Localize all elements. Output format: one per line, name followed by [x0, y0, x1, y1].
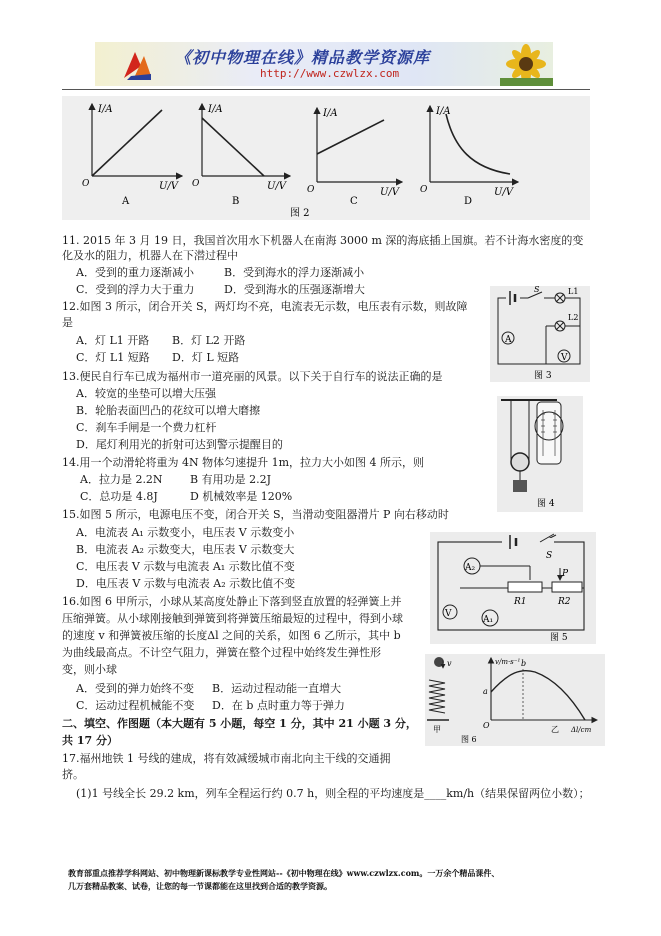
q15-option-a[interactable]: A．电流表 A₁ 示数变小，电压表 V 示数变小 — [76, 526, 295, 539]
fig6-point-b: b — [521, 659, 527, 668]
figure-5 — [430, 532, 596, 644]
fig2-panel-label-a: A — [122, 196, 130, 207]
q15-option-c[interactable]: C．电压表 V 示数与电流表 A₁ 示数比值不变 — [76, 560, 295, 573]
fig2-origin-a: O — [82, 179, 90, 189]
fig3-switch: S — [534, 286, 540, 294]
q16-option-a[interactable]: A．受到的弹力始终不变 — [76, 682, 194, 695]
fig2-origin-b: O — [192, 179, 200, 189]
q16-option-d[interactable]: D．在 b 点时重力等于弹力 — [212, 699, 345, 712]
q14-option-d[interactable]: D 机械效率是 120% — [190, 490, 293, 503]
sunflower-icon — [500, 42, 553, 86]
fig5-r2: R2 — [558, 597, 571, 607]
q14-option-a[interactable]: A．拉力是 2.2N — [80, 473, 163, 486]
q12-option-d[interactable]: D．灯 L 短路 — [172, 351, 240, 364]
fig2-axis-y-c: I/A — [323, 108, 338, 119]
graph-panel-d — [430, 106, 518, 182]
fig3-ammeter: A — [505, 335, 512, 345]
q15-option-d[interactable]: D．电压表 V 示数与电流表 A₂ 示数比值不变 — [76, 577, 296, 590]
q17-sub-1: (1)1 号线全长 29.2 km，列车全程运行约 0.7 h，则全程的平均速度是____km/h（结果保留两位小数）； — [76, 787, 590, 800]
q15-option-b[interactable]: B．电流表 A₂ 示数变大，电压表 V 示数变大 — [76, 543, 295, 556]
fig5-slider: P — [562, 569, 569, 579]
fig5-voltmeter: V — [445, 609, 452, 619]
header-rule — [62, 89, 590, 90]
site-logo-icon — [121, 48, 155, 82]
fig6-v-label: v — [447, 659, 452, 668]
q16-line-1: 16.如图 6 甲所示，小球从某高度处静止下落到竖直放置的轻弹簧上并 — [62, 595, 402, 608]
q11-option-d[interactable]: D．受到海水的压强逐渐增大 — [224, 283, 365, 296]
q12-stem-2: 是 — [62, 316, 73, 329]
fig3-lamp1: L1 — [568, 287, 579, 296]
figure-2-graphs — [62, 96, 590, 220]
q12-option-a[interactable]: A．灯 L1 开路 — [76, 334, 150, 347]
fig2-caption: 图 2 — [290, 208, 310, 219]
figure-4-pulley — [497, 396, 583, 512]
q16-line-2: 压缩弹簧。从小球刚接触到弹簧到将弹簧压缩最短的过程中，得到小球 — [62, 612, 403, 625]
fig6-caption: 图 6 — [461, 735, 477, 744]
banner-url[interactable]: http://www.czwlzx.com — [260, 67, 400, 80]
q11-option-b[interactable]: B．受到海水的浮力逐渐减小 — [224, 266, 365, 279]
q17-line-2: 挤。 — [62, 768, 84, 781]
fig2-panel-label-c: C — [350, 196, 358, 207]
fig5-a1: A₁ — [483, 615, 494, 625]
figure-6 — [425, 654, 605, 746]
footer-line-2: 几万套精品教案、试卷，让您的每一节课都能在这里找到合适的教学资源。 — [68, 881, 332, 891]
q14-option-b[interactable]: B 有用功是 2.2J — [190, 473, 271, 486]
fig2-axis-y-a: I/A — [98, 104, 113, 115]
fig2-axis-y-b: I/A — [208, 104, 223, 115]
q12-stem-1: 12.如图 3 所示，闭合开关 S，两灯均不亮，电流表无示数，电压表有示数，则故障 — [62, 300, 468, 313]
fig2-panel-label-d: D — [464, 196, 473, 207]
banner-title: 《初中物理在线》精品教学资源库 — [175, 48, 431, 67]
figure-2 — [62, 96, 590, 220]
q16-line-3: 的速度 v 和弹簧被压缩的长度Δl 之间的关系，如图 6 乙所示，其中 b — [62, 629, 401, 642]
fig6-axis-x: Δl/cm — [571, 726, 592, 734]
q13-option-d[interactable]: D．尾灯利用光的折射可达到警示提醒目的 — [76, 438, 283, 451]
fig3-caption: 图 3 — [534, 371, 552, 381]
q16-line-5: 变，则小球 — [62, 663, 117, 676]
figure-6-ball-spring — [425, 654, 605, 746]
header-banner — [95, 42, 553, 86]
q13-stem: 13.便民自行车已成为福州市一道亮丽的风景。以下关于自行车的说法正确的是 — [62, 370, 443, 383]
q16-line-4: 为曲线最高点。不计空气阻力，弹簧在整个过程中始终发生弹性形 — [62, 646, 381, 659]
fig2-origin-c: O — [307, 185, 315, 195]
q14-stem: 14.用一个动滑轮将重为 4N 物体匀速提升 1m，拉力大小如图 4 所示，则 — [62, 456, 425, 469]
q11-option-a[interactable]: A．受到的重力逐渐减小 — [76, 266, 194, 279]
fig5-a2: A₂ — [465, 563, 476, 573]
figure-4 — [497, 396, 583, 512]
q13-option-a[interactable]: A．较宽的坐垫可以增大压强 — [76, 387, 216, 400]
fig5-switch: S — [546, 551, 553, 561]
q11-option-c[interactable]: C．受到的浮力大于重力 — [76, 283, 195, 296]
fig2-axis-y-d: I/A — [436, 106, 451, 117]
fig5-caption: 图 5 — [550, 633, 568, 643]
q14-option-c[interactable]: C．总功是 4.8J — [80, 490, 158, 503]
q17-line-1: 17.福州地铁 1 号线的建成，将有效减缓城市南北向主干线的交通拥 — [62, 752, 391, 765]
q11-stem-2: 化及水的阻力，机器人在下潜过程中 — [62, 249, 238, 262]
graph-panel-c — [317, 108, 402, 182]
fig2-panel-label-b: B — [232, 196, 240, 207]
fig6-axis-y: v/m·s⁻¹ — [495, 658, 521, 666]
fig3-voltmeter: V — [561, 353, 568, 363]
figure-3-circuit — [490, 286, 590, 382]
section-2-heading-2: 共 17 分） — [62, 734, 118, 747]
footer-line-1: 教育部重点推荐学科网站、初中物理新课标教学专业性网站--《初中物理在线》www.czwlzx.com。一万余个精品课件、 — [68, 868, 500, 878]
fig6-yi: 乙 — [551, 725, 559, 734]
fig6-origin: O — [483, 721, 490, 730]
fig2-axis-x-a: U/V — [159, 181, 179, 192]
figure-3 — [490, 286, 590, 382]
q15-stem: 15.如图 5 所示，电源电压不变，闭合开关 S，当滑动变阻器滑片 P 向右移动时 — [62, 508, 449, 521]
fig6-point-a: a — [483, 687, 488, 696]
q16-option-b[interactable]: B．运动过程动能一直增大 — [212, 682, 342, 695]
fig2-axis-x-c: U/V — [380, 187, 400, 198]
section-2-heading-1: 二、填空、作图题（本大题有 5 小题，每空 1 分，其中 21 小题 3 分， — [62, 717, 417, 730]
q16-option-c[interactable]: C．运动过程机械能不变 — [76, 699, 195, 712]
fig2-origin-d: O — [420, 185, 428, 195]
fig2-axis-x-d: U/V — [494, 187, 514, 198]
q13-option-b[interactable]: B．轮胎表面凹凸的花纹可以增大磨擦 — [76, 404, 261, 417]
figure-5-circuit — [430, 532, 596, 644]
q12-option-b[interactable]: B．灯 L2 开路 — [172, 334, 246, 347]
fig2-axis-x-b: U/V — [267, 181, 287, 192]
q11-stem-1: 11. 2015 年 3 月 19 日，我国首次用水下机器人在南海 3000 m 深的海底插上国旗。若不计海水密度的变 — [62, 234, 584, 247]
q12-option-c[interactable]: C．灯 L1 短路 — [76, 351, 150, 364]
fig4-caption: 图 4 — [537, 499, 555, 509]
fig3-lamp2: L2 — [568, 313, 579, 322]
fig5-r1: R1 — [514, 597, 527, 607]
fig6-jia: 甲 — [433, 725, 441, 734]
q13-option-c[interactable]: C．刹车手闸是一个费力杠杆 — [76, 421, 217, 434]
